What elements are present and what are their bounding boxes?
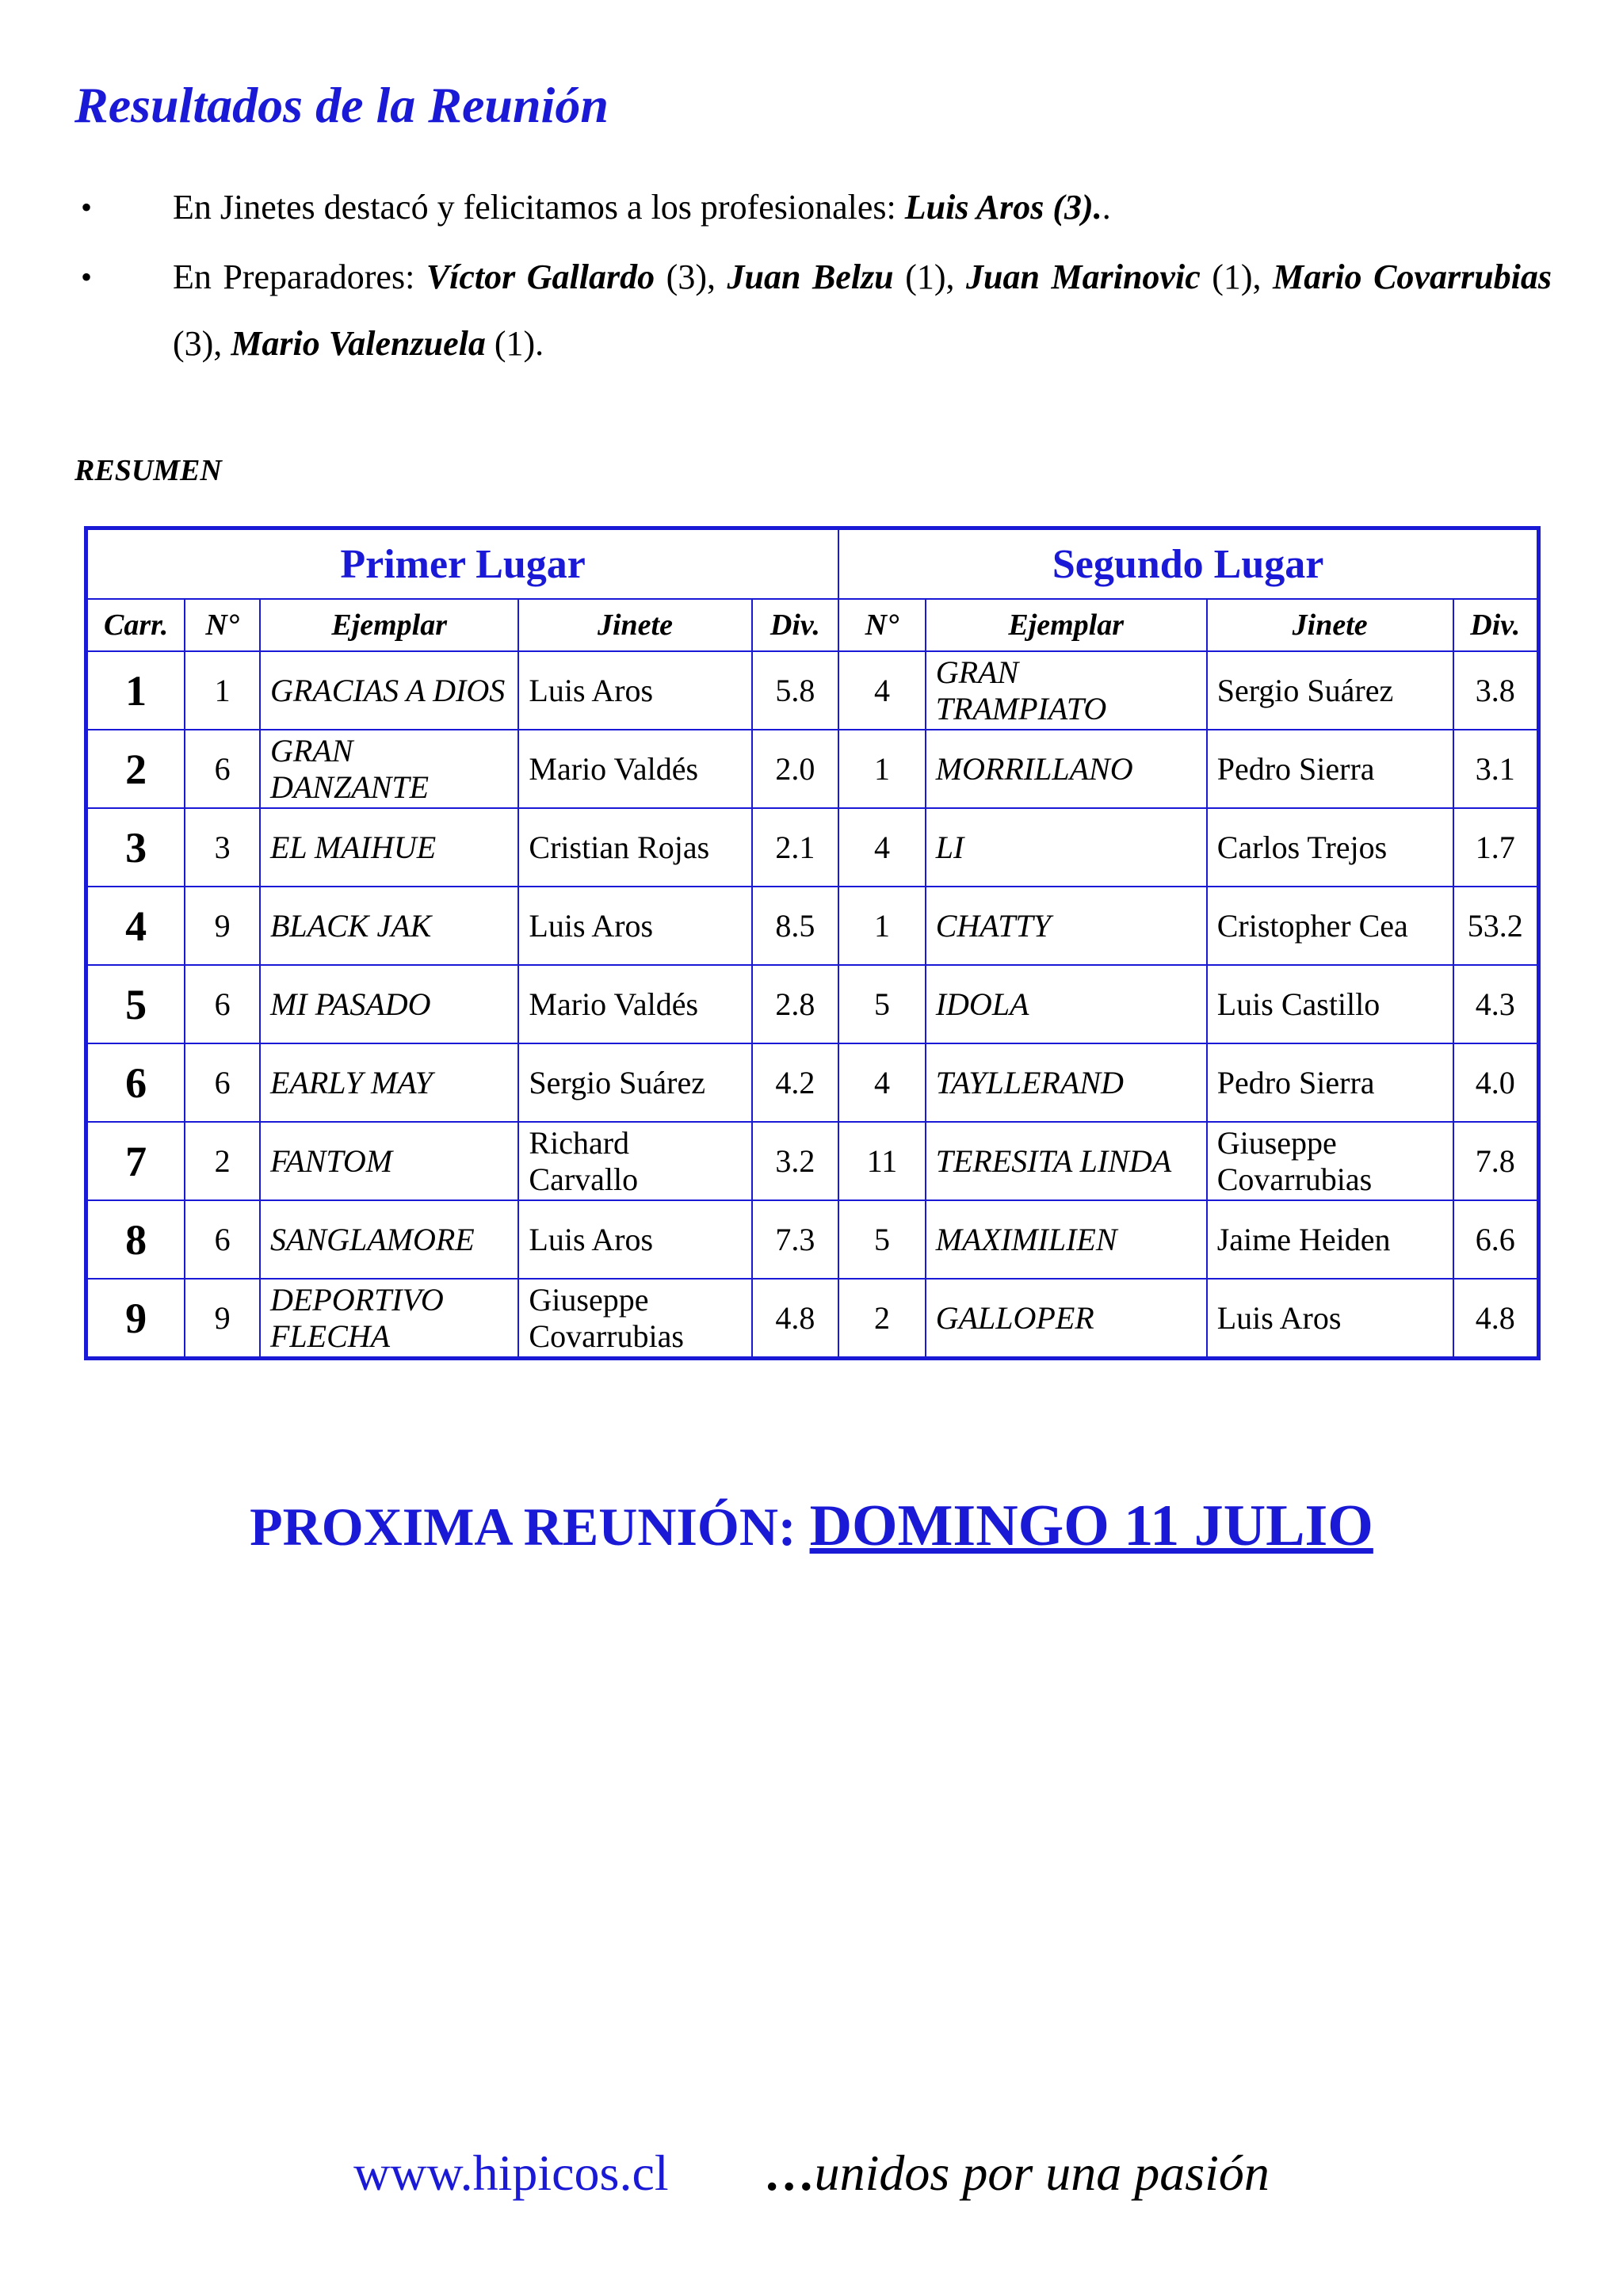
col-header-race: Carr. bbox=[86, 599, 185, 651]
dividend: 4.0 bbox=[1453, 1043, 1539, 1122]
jockeys-highlight: Luis Aros (3). bbox=[904, 188, 1102, 227]
race-number: 1 bbox=[86, 651, 185, 730]
race-number: 6 bbox=[86, 1043, 185, 1122]
col-header-dividend: Div. bbox=[752, 599, 839, 651]
trainer-count: (3), bbox=[655, 257, 727, 296]
horse-name: MORRILLANO bbox=[926, 730, 1207, 808]
table-row bbox=[86, 651, 1539, 730]
horse-number: 6 bbox=[185, 965, 260, 1043]
dividend: 4.2 bbox=[752, 1043, 839, 1122]
col-header-jockey: Jinete bbox=[518, 599, 751, 651]
jockey-name: Sergio Suárez bbox=[518, 1043, 751, 1122]
horse-number: 9 bbox=[185, 1279, 260, 1359]
horse-name: DEPORTIVO FLECHA bbox=[260, 1279, 518, 1359]
race-number: 3 bbox=[86, 808, 185, 887]
race-number: 2 bbox=[86, 730, 185, 808]
jockey-name: Luis Aros bbox=[518, 1200, 751, 1279]
horse-number: 4 bbox=[838, 651, 925, 730]
dividend: 7.3 bbox=[752, 1200, 839, 1279]
dividend: 7.8 bbox=[1453, 1122, 1539, 1200]
table-row bbox=[86, 1122, 1539, 1200]
race-number: 7 bbox=[86, 1122, 185, 1200]
horse-name: FANTOM bbox=[260, 1122, 518, 1200]
table-row bbox=[86, 808, 1539, 887]
race-number: 5 bbox=[86, 965, 185, 1043]
trainer-name: Mario Valenzuela bbox=[231, 324, 486, 363]
trainer-name: Juan Marinovic bbox=[966, 257, 1201, 296]
jockey-name: Jaime Heiden bbox=[1207, 1200, 1453, 1279]
horse-number: 6 bbox=[185, 730, 260, 808]
dividend: 3.1 bbox=[1453, 730, 1539, 808]
trainers-bullet bbox=[74, 244, 1552, 377]
table-row bbox=[86, 1200, 1539, 1279]
trainer-name: Juan Belzu bbox=[727, 257, 894, 296]
first-place-header: Primer Lugar bbox=[86, 528, 839, 600]
horse-number: 5 bbox=[838, 965, 925, 1043]
page-title: Resultados de la Reunión bbox=[74, 77, 609, 133]
horse-name: MI PASADO bbox=[260, 965, 518, 1043]
dividend: 4.8 bbox=[1453, 1279, 1539, 1359]
col-header-horse: Ejemplar bbox=[260, 599, 518, 651]
next-meeting bbox=[0, 1493, 1623, 1560]
horse-number: 1 bbox=[838, 730, 925, 808]
next-meeting-date: DOMINGO 11 JULIO bbox=[809, 1493, 1373, 1558]
jockey-name: Pedro Sierra bbox=[1207, 730, 1453, 808]
horse-number: 3 bbox=[185, 808, 260, 887]
dividend: 8.5 bbox=[752, 887, 839, 965]
dividend: 3.2 bbox=[752, 1122, 839, 1200]
horse-name: GRACIAS A DIOS bbox=[260, 651, 518, 730]
jockey-name: Giuseppe Covarrubias bbox=[518, 1279, 751, 1359]
horse-number: 1 bbox=[185, 651, 260, 730]
jockey-name: Richard Carvallo bbox=[518, 1122, 751, 1200]
horse-name: GRAN DANZANTE bbox=[260, 730, 518, 808]
race-number: 9 bbox=[86, 1279, 185, 1359]
horse-name: SANGLAMORE bbox=[260, 1200, 518, 1279]
jockey-name: Mario Valdés bbox=[518, 730, 751, 808]
horse-name: CHATTY bbox=[926, 887, 1207, 965]
horse-number: 11 bbox=[838, 1122, 925, 1200]
table-row bbox=[86, 1043, 1539, 1122]
jockey-name: Luis Castillo bbox=[1207, 965, 1453, 1043]
col-header-jockey: Jinete bbox=[1207, 599, 1453, 651]
horse-number: 9 bbox=[185, 887, 260, 965]
horse-name: MAXIMILIEN bbox=[926, 1200, 1207, 1279]
jockey-name: Luis Aros bbox=[518, 651, 751, 730]
dividend: 5.8 bbox=[752, 651, 839, 730]
trainer-name: Mario Covarrubias bbox=[1273, 257, 1552, 296]
jockeys-text: En Jinetes destacó y felicitamos a los profesionales: bbox=[173, 188, 905, 227]
jockey-name: Giuseppe Covarrubias bbox=[1207, 1122, 1453, 1200]
jockey-name: Pedro Sierra bbox=[1207, 1043, 1453, 1122]
race-number: 8 bbox=[86, 1200, 185, 1279]
horse-name: TERESITA LINDA bbox=[926, 1122, 1207, 1200]
horse-name: GRAN TRAMPIATO bbox=[926, 651, 1207, 730]
col-header-horse: Ejemplar bbox=[926, 599, 1207, 651]
trainer-count: (1). bbox=[485, 324, 544, 363]
table-row bbox=[86, 730, 1539, 808]
race-number: 4 bbox=[86, 887, 185, 965]
horse-number: 1 bbox=[838, 887, 925, 965]
horse-name: EARLY MAY bbox=[260, 1043, 518, 1122]
dividend: 6.6 bbox=[1453, 1200, 1539, 1279]
dividend: 1.7 bbox=[1453, 808, 1539, 887]
horse-number: 2 bbox=[185, 1122, 260, 1200]
dividend: 2.0 bbox=[752, 730, 839, 808]
website-link[interactable]: www.hipicos.cl bbox=[353, 2145, 669, 2201]
horse-number: 2 bbox=[838, 1279, 925, 1359]
trainers-prefix: En Preparadores: bbox=[173, 257, 426, 296]
horse-number: 6 bbox=[185, 1200, 260, 1279]
highlights-list bbox=[74, 174, 1552, 377]
trainer-count: (1), bbox=[893, 257, 967, 296]
trainer-count: (1), bbox=[1200, 257, 1274, 296]
dividend: 2.1 bbox=[752, 808, 839, 887]
jockey-name: Carlos Trejos bbox=[1207, 808, 1453, 887]
footer-tagline: unidos por una pasión bbox=[814, 2145, 1270, 2201]
horse-number: 4 bbox=[838, 1043, 925, 1122]
trainer-count: (3), bbox=[173, 324, 231, 363]
table-row bbox=[86, 887, 1539, 965]
horse-name: TAYLLERAND bbox=[926, 1043, 1207, 1122]
jockey-name: Cristian Rojas bbox=[518, 808, 751, 887]
jockey-name: Luis Aros bbox=[518, 887, 751, 965]
table-row bbox=[86, 965, 1539, 1043]
horse-name: EL MAIHUE bbox=[260, 808, 518, 887]
dividend: 53.2 bbox=[1453, 887, 1539, 965]
bullet-icon: • bbox=[81, 259, 93, 295]
trainer-name: Víctor Gallardo bbox=[426, 257, 655, 296]
footer-ellipsis: … bbox=[763, 2145, 815, 2201]
next-meeting-label: PROXIMA REUNIÓN: bbox=[250, 1497, 810, 1557]
jockeys-bullet bbox=[74, 174, 1552, 241]
horse-name: LI bbox=[926, 808, 1207, 887]
table-row bbox=[86, 1279, 1539, 1359]
dividend: 4.3 bbox=[1453, 965, 1539, 1043]
horse-name: IDOLA bbox=[926, 965, 1207, 1043]
bullet-icon: • bbox=[81, 189, 93, 225]
dividend: 4.8 bbox=[752, 1279, 839, 1359]
jockey-name: Sergio Suárez bbox=[1207, 651, 1453, 730]
horse-name: BLACK JAK bbox=[260, 887, 518, 965]
jockeys-end: . bbox=[1102, 188, 1111, 227]
second-place-header: Segundo Lugar bbox=[838, 528, 1538, 600]
results-table bbox=[84, 526, 1541, 1360]
horse-number: 4 bbox=[838, 808, 925, 887]
horse-name: GALLOPER bbox=[926, 1279, 1207, 1359]
summary-heading: RESUMEN bbox=[74, 454, 222, 487]
col-header-number: N° bbox=[185, 599, 260, 651]
jockey-name: Luis Aros bbox=[1207, 1279, 1453, 1359]
jockey-name: Mario Valdés bbox=[518, 965, 751, 1043]
dividend: 2.8 bbox=[752, 965, 839, 1043]
jockey-name: Cristopher Cea bbox=[1207, 887, 1453, 965]
col-header-number: N° bbox=[838, 599, 925, 651]
dividend: 3.8 bbox=[1453, 651, 1539, 730]
footer bbox=[0, 2144, 1623, 2203]
horse-number: 5 bbox=[838, 1200, 925, 1279]
col-header-dividend: Div. bbox=[1453, 599, 1539, 651]
horse-number: 6 bbox=[185, 1043, 260, 1122]
